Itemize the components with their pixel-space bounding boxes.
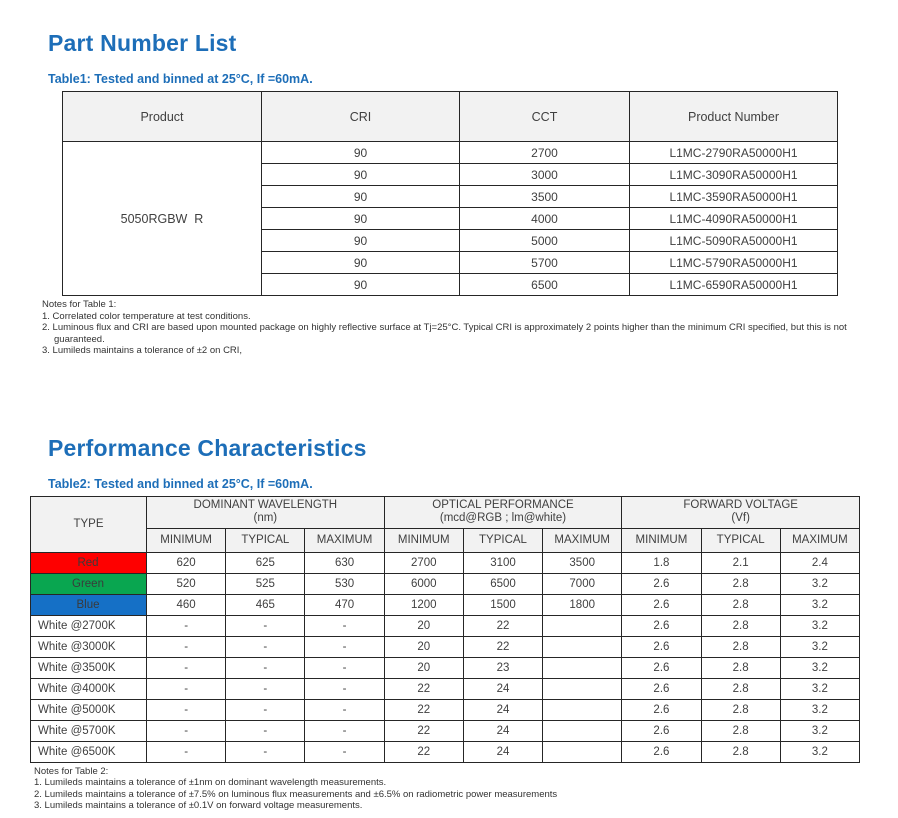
cell-value: 2.8 <box>701 615 780 636</box>
type-label: White @5000K <box>31 699 147 720</box>
cell-value <box>543 720 622 741</box>
cell-value: - <box>226 699 305 720</box>
cell-value: - <box>147 615 226 636</box>
cell-value: 1800 <box>543 594 622 615</box>
note-item: 2. Lumileds maintains a tolerance of ±7.5% on luminous flux measurements and ±6.5% on radiometric power measurements <box>34 788 558 800</box>
cell-cri: 90 <box>262 208 460 230</box>
cell-value: 620 <box>147 552 226 573</box>
cell-value: 2.4 <box>780 552 859 573</box>
table-row-blue <box>31 594 860 615</box>
cell-value: 2.8 <box>701 636 780 657</box>
cell-value: 520 <box>147 573 226 594</box>
cell-value <box>543 699 622 720</box>
cell-value: 2.6 <box>622 699 701 720</box>
note-item: 3. Lumileds maintains a tolerance of ±2 on CRI, <box>42 345 243 356</box>
subheader-maximum: MAXIMUM <box>305 528 384 552</box>
cell-value: 22 <box>463 636 542 657</box>
table2-header-forward-voltage <box>622 496 860 528</box>
cell-value: - <box>226 657 305 678</box>
cell-value: - <box>147 657 226 678</box>
group-subtitle: (nm) <box>253 512 278 524</box>
cell-value <box>543 615 622 636</box>
cell-value: 3.2 <box>780 636 859 657</box>
subheader-typical: TYPICAL <box>463 528 542 552</box>
page-title-performance-characteristics: Performance Characteristics <box>48 434 367 461</box>
cell-value: 2.8 <box>701 657 780 678</box>
page-title-part-number-list: Part Number List <box>48 30 237 56</box>
cell-value <box>543 657 622 678</box>
product-name-cell: 5050RGBW R <box>63 142 262 296</box>
cell-value: 465 <box>226 594 305 615</box>
cell-value: - <box>147 678 226 699</box>
cell-value: 2700 <box>384 552 463 573</box>
cell-value: 2.8 <box>701 594 780 615</box>
subheader-maximum: MAXIMUM <box>780 528 859 552</box>
cell-value: - <box>305 636 384 657</box>
cell-part-number: L1MC-5090RA50000H1 <box>630 230 838 252</box>
cell-cct: 3000 <box>460 164 630 186</box>
table1-header-cri: CRI <box>262 92 460 142</box>
cell-value: 3.2 <box>780 615 859 636</box>
cell-cct: 4000 <box>460 208 630 230</box>
cell-value: 20 <box>384 636 463 657</box>
cell-value: 24 <box>463 720 542 741</box>
cell-value: 2.8 <box>701 720 780 741</box>
cell-part-number: L1MC-6590RA50000H1 <box>630 274 838 296</box>
cell-value: - <box>305 615 384 636</box>
table-row <box>63 142 838 164</box>
cell-value: 3500 <box>543 552 622 573</box>
type-label-blue: Blue <box>31 594 147 615</box>
cell-value: 20 <box>384 657 463 678</box>
cell-cri: 90 <box>262 274 460 296</box>
cell-value: 22 <box>384 699 463 720</box>
type-label: White @6500K <box>31 741 147 762</box>
table1-caption: Table1: Tested and binned at 25°C, If =60mA. <box>48 72 313 86</box>
cell-cri: 90 <box>262 252 460 274</box>
cell-value: 460 <box>147 594 226 615</box>
cell-value: 2.6 <box>622 741 701 762</box>
cell-value: - <box>226 720 305 741</box>
table2-caption: Table2: Tested and binned at 25°C, If =60mA. <box>48 476 313 491</box>
cell-value: 6000 <box>384 573 463 594</box>
cell-value: 2.1 <box>701 552 780 573</box>
subheader-minimum: MINIMUM <box>384 528 463 552</box>
table-row-white-3500k <box>31 657 860 678</box>
cell-value: - <box>305 657 384 678</box>
cell-value: 2.8 <box>701 741 780 762</box>
cell-value: 3.2 <box>780 594 859 615</box>
notes-table1 <box>42 299 870 357</box>
cell-part-number: L1MC-3590RA50000H1 <box>630 186 838 208</box>
table-row-green <box>31 573 860 594</box>
cell-value: 2.6 <box>622 615 701 636</box>
type-label-green: Green <box>31 573 147 594</box>
cell-value: 2.6 <box>622 636 701 657</box>
cell-value: 2.6 <box>622 720 701 741</box>
table-row-white-6500k <box>31 741 860 762</box>
cell-part-number: L1MC-5790RA50000H1 <box>630 252 838 274</box>
table2-header-type: TYPE <box>31 496 147 552</box>
cell-part-number: L1MC-3090RA50000H1 <box>630 164 838 186</box>
cell-value: - <box>226 741 305 762</box>
cell-value <box>543 636 622 657</box>
cell-value: 1200 <box>384 594 463 615</box>
cell-value: 2.6 <box>622 657 701 678</box>
cell-value: 20 <box>384 615 463 636</box>
cell-value: 625 <box>226 552 305 573</box>
subheader-minimum: MINIMUM <box>147 528 226 552</box>
subheader-maximum: MAXIMUM <box>543 528 622 552</box>
cell-value: 6500 <box>463 573 542 594</box>
cell-value: - <box>226 636 305 657</box>
cell-value: 24 <box>463 678 542 699</box>
cell-value <box>543 678 622 699</box>
cell-value: 3.2 <box>780 741 859 762</box>
cell-cri: 90 <box>262 164 460 186</box>
performance-table <box>30 496 860 763</box>
cell-value: 525 <box>226 573 305 594</box>
cell-value: - <box>147 636 226 657</box>
cell-cct: 3500 <box>460 186 630 208</box>
cell-value: 3.2 <box>780 678 859 699</box>
type-label: White @3000K <box>31 636 147 657</box>
cell-value: - <box>147 699 226 720</box>
table-row-white-5000k <box>31 699 860 720</box>
cell-cct: 2700 <box>460 142 630 164</box>
table-row-white-5700k <box>31 720 860 741</box>
cell-value: 3.2 <box>780 657 859 678</box>
group-title: FORWARD VOLTAGE <box>683 499 798 511</box>
type-label: White @5700K <box>31 720 147 741</box>
cell-cct: 5700 <box>460 252 630 274</box>
table2-header-optical-performance <box>384 496 622 528</box>
table-row-white-4000k <box>31 678 860 699</box>
cell-value: 2.8 <box>701 573 780 594</box>
cell-cri: 90 <box>262 186 460 208</box>
cell-value: 3.2 <box>780 573 859 594</box>
type-label: White @2700K <box>31 615 147 636</box>
cell-value: 1.8 <box>622 552 701 573</box>
table-row-white-3000k <box>31 636 860 657</box>
note-item: 3. Lumileds maintains a tolerance of ±0.1V on forward voltage measurements. <box>34 800 363 811</box>
table1-header-product: Product <box>63 92 262 142</box>
cell-value: 22 <box>384 678 463 699</box>
cell-value: 7000 <box>543 573 622 594</box>
cell-cct: 5000 <box>460 230 630 252</box>
cell-value: - <box>305 741 384 762</box>
cell-value: 24 <box>463 699 542 720</box>
table1-header-row <box>63 92 838 142</box>
cell-value: 2.8 <box>701 678 780 699</box>
table-row-red <box>31 552 860 573</box>
cell-value <box>543 741 622 762</box>
cell-value: 2.6 <box>622 594 701 615</box>
cell-value: 22 <box>463 615 542 636</box>
table2-header-dominant-wavelength <box>147 496 385 528</box>
group-title: OPTICAL PERFORMANCE <box>432 499 574 511</box>
cell-value: - <box>147 720 226 741</box>
part-number-table <box>62 91 838 296</box>
note-item: 1. Correlated color temperature at test conditions. <box>42 310 251 322</box>
notes-table2 <box>34 766 862 812</box>
group-subtitle: (Vf) <box>731 512 750 524</box>
cell-value: 1500 <box>463 594 542 615</box>
cell-value: 23 <box>463 657 542 678</box>
cell-value: 2.8 <box>701 699 780 720</box>
subheader-typical: TYPICAL <box>701 528 780 552</box>
cell-cct: 6500 <box>460 274 630 296</box>
cell-value: 2.6 <box>622 678 701 699</box>
cell-cri: 90 <box>262 230 460 252</box>
subheader-minimum: MINIMUM <box>622 528 701 552</box>
table1-header-product-number: Product Number <box>630 92 838 142</box>
cell-value: - <box>305 678 384 699</box>
type-label: White @4000K <box>31 678 147 699</box>
note-item: 1. Lumileds maintains a tolerance of ±1nm on dominant wavelength measurements. <box>34 777 387 788</box>
cell-cri: 90 <box>262 142 460 164</box>
type-label: White @3500K <box>31 657 147 678</box>
cell-part-number: L1MC-2790RA50000H1 <box>630 142 838 164</box>
cell-value: 3100 <box>463 552 542 573</box>
subheader-typical: TYPICAL <box>226 528 305 552</box>
note-item: 2. Luminous flux and CRI are based upon mounted package on highly reflective surface at Tj=25°C. Typical CRI is approximately 2 points higher than the minimum CRI specified, but this is not guaranteed. <box>42 322 847 345</box>
notes-title: Notes for Table 2: <box>34 765 109 777</box>
cell-value: 24 <box>463 741 542 762</box>
type-label-red: Red <box>31 552 147 573</box>
cell-value: 530 <box>305 573 384 594</box>
cell-part-number: L1MC-4090RA50000H1 <box>630 208 838 230</box>
table2-group-header-row <box>31 496 860 528</box>
cell-value: 22 <box>384 741 463 762</box>
table-row-white-2700k <box>31 615 860 636</box>
table1-header-cct: CCT <box>460 92 630 142</box>
notes-title: Notes for Table 1: <box>42 299 117 310</box>
cell-value: - <box>147 741 226 762</box>
cell-value: 3.2 <box>780 720 859 741</box>
group-title: DOMINANT WAVELENGTH <box>193 499 338 511</box>
cell-value: - <box>226 678 305 699</box>
table2-subheader-row <box>31 528 860 552</box>
cell-value: 2.6 <box>622 573 701 594</box>
cell-value: 22 <box>384 720 463 741</box>
cell-value: 470 <box>305 594 384 615</box>
group-subtitle: (mcd@RGB ; lm@white) <box>439 512 567 524</box>
cell-value: 3.2 <box>780 699 859 720</box>
cell-value: - <box>305 699 384 720</box>
cell-value: - <box>305 720 384 741</box>
cell-value: - <box>226 615 305 636</box>
cell-value: 630 <box>305 552 384 573</box>
